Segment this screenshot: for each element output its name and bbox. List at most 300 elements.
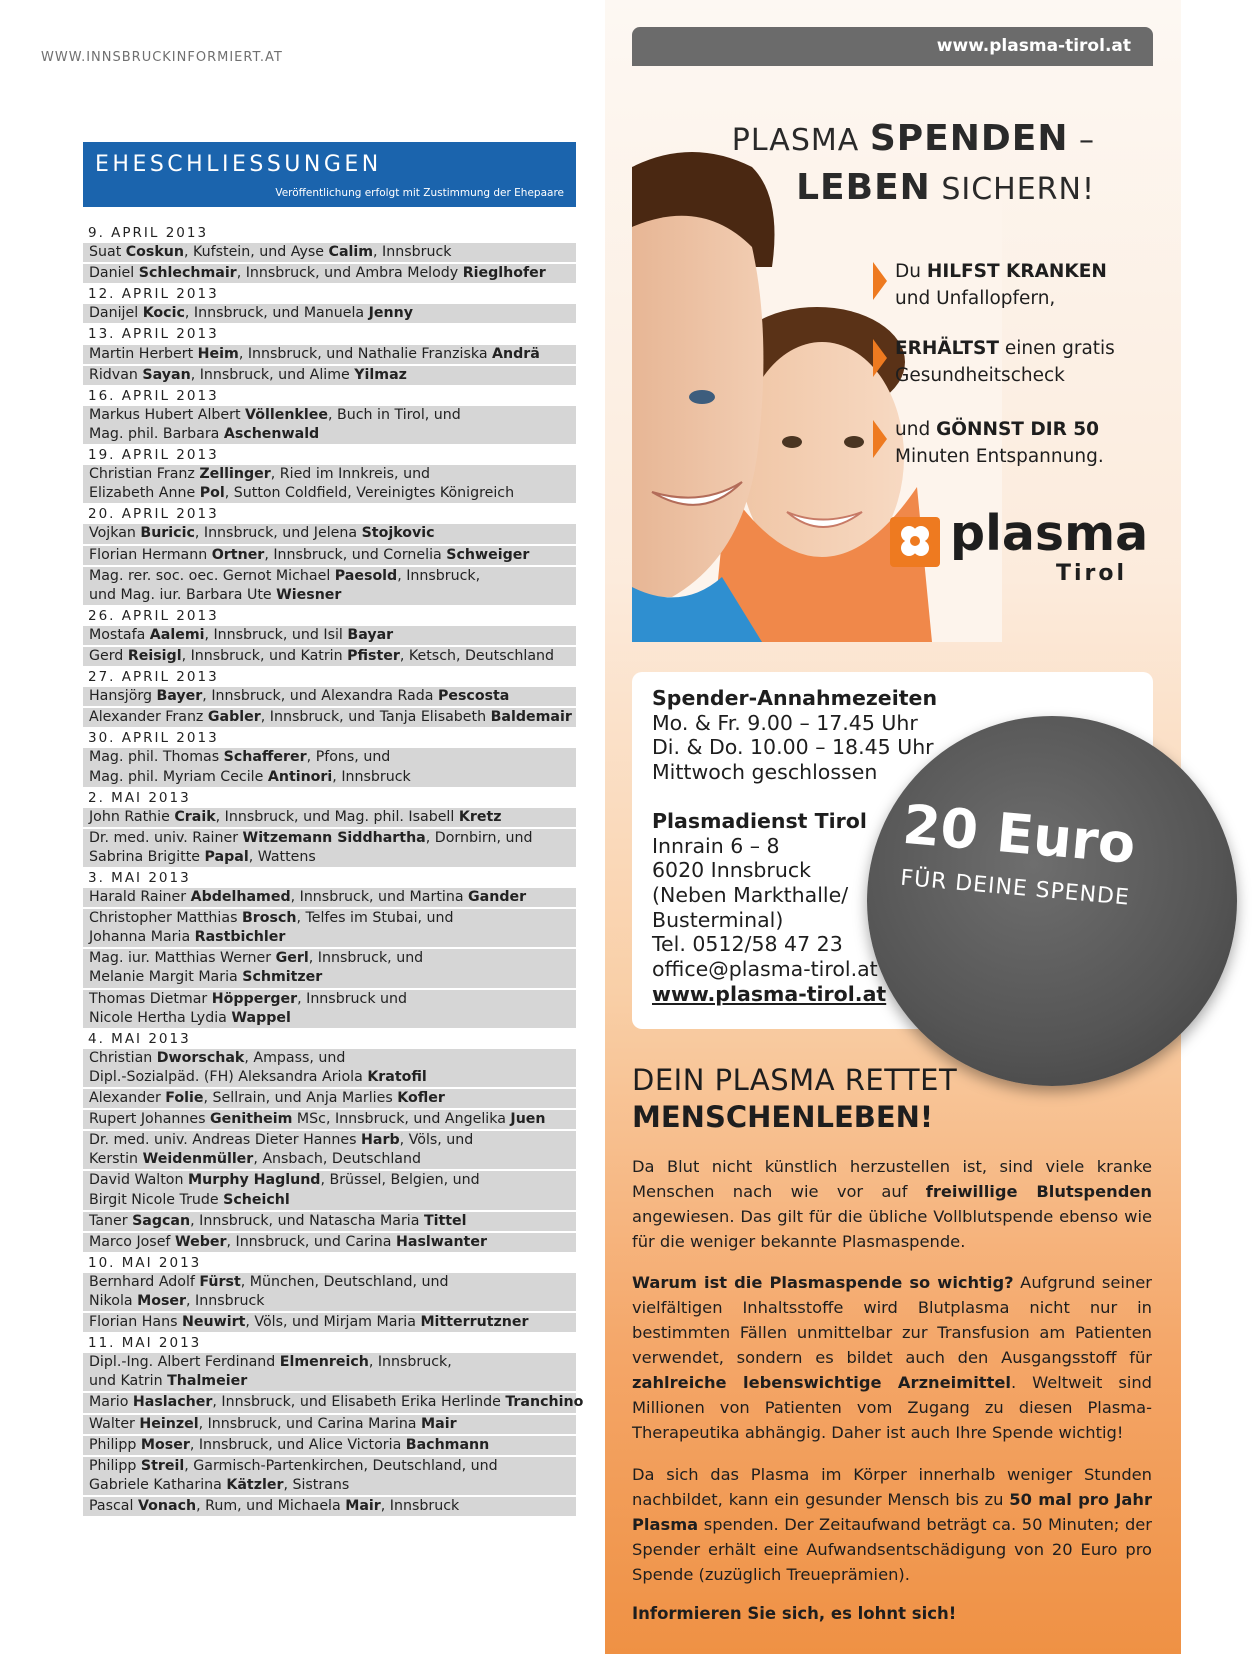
marriage-entry	[83, 1497, 576, 1516]
name-text: , Wattens	[248, 848, 316, 865]
address-line: Innrain 6 – 8	[652, 833, 780, 858]
name-text: MSc, Innsbruck, und Angelika	[292, 1111, 511, 1128]
name-text: Walter	[89, 1415, 140, 1432]
slogan-line-2: LEBEN SICHERN!	[796, 167, 1095, 208]
slogan-line-1: PLASMA SPENDEN –	[731, 118, 1095, 159]
marriage-entry	[83, 1436, 576, 1455]
marriage-entry	[83, 345, 576, 364]
entry-line	[89, 1372, 572, 1391]
surname: Kocic	[142, 305, 185, 322]
entry-line	[89, 1353, 572, 1372]
phone-number[interactable]: Tel. 0512/58 47 23	[652, 932, 843, 957]
entry-line	[89, 1292, 572, 1311]
entry-line	[89, 808, 572, 827]
name-text: Dipl.-Ing. Albert Ferdinand	[89, 1354, 280, 1371]
marriage-entry	[83, 1457, 576, 1495]
marriage-entry	[83, 1212, 576, 1231]
name-text: , Rum, und Michaela	[196, 1497, 346, 1514]
name-text: David Walton	[89, 1172, 188, 1189]
name-text: , Innsbruck, und Mag. phil. Isabell	[215, 808, 459, 825]
entry-line	[89, 264, 572, 283]
paragraph-text: Da Blut nicht künstlich herzustellen ist, sind viele kranke Menschen nach wie vor auf	[632, 1157, 1152, 1201]
name-text: John Rathie	[89, 808, 175, 825]
surname: Mair	[345, 1497, 381, 1514]
address-line: Busterminal)	[652, 907, 784, 932]
name-text: Mostafa	[89, 626, 150, 643]
entry-line	[89, 1212, 572, 1231]
name-text: Mag. phil. Thomas	[89, 749, 224, 766]
name-text: , Innsbruck, und Alime	[190, 366, 355, 383]
hours-line: Di. & Do. 10.00 – 18.45 Uhr	[652, 735, 934, 760]
date-heading: 13. APRIL 2013	[83, 325, 576, 344]
surname: Fürst	[199, 1273, 241, 1290]
name-text: Mag. phil. Barbara	[89, 425, 224, 442]
name-text: Dr. med. univ. Andreas Dieter Hannes	[89, 1132, 362, 1149]
surname: Völlenklee	[245, 406, 328, 423]
surname: Kofler	[397, 1090, 445, 1107]
name-text: Christopher Matthias	[89, 910, 242, 927]
entry-line	[89, 949, 572, 968]
name-text: Rupert Johannes	[89, 1111, 211, 1128]
name-text: Mag. iur. Matthias Werner	[89, 950, 276, 967]
name-text: , Innsbruck, und	[308, 950, 424, 967]
surname: Craik	[174, 808, 216, 825]
name-text: Mario	[89, 1394, 133, 1411]
paragraph-text: spenden. Der Zeitaufwand beträgt ca. 50 Minuten; der Spender erhält eine Aufwandsentschädigung von 20 Euro pro Spende (zuzüglich Treueprämien).	[632, 1515, 1152, 1584]
name-text: Sabrina Brigitte	[89, 848, 205, 865]
entry-line	[89, 1273, 572, 1292]
surname: Witzemann Siddhartha	[242, 829, 426, 846]
name-text: , Ampass, und	[244, 1049, 346, 1066]
name-text: Markus Hubert Albert	[89, 406, 246, 423]
marriage-entry	[83, 626, 576, 645]
surname: Reisigl	[127, 647, 182, 664]
surname: Murphy Haglund	[187, 1172, 321, 1189]
entry-line	[89, 687, 572, 706]
marriage-entry	[83, 546, 576, 565]
entry-line	[89, 546, 572, 565]
entry-line	[89, 524, 572, 543]
date-heading: 9. APRIL 2013	[83, 224, 576, 243]
date-heading: 16. APRIL 2013	[83, 387, 576, 406]
name-text: , Innsbruck, und Carina Marina	[198, 1415, 422, 1432]
entry-line	[89, 304, 572, 323]
emphasis-text: freiwillige Blutspenden	[925, 1182, 1152, 1201]
name-text: Harald Rainer	[89, 889, 191, 906]
name-text: , Innsbruck, und Tanja Elisabeth	[260, 709, 491, 726]
marriage-list	[83, 224, 584, 1518]
surname: Sagcan	[132, 1212, 191, 1229]
entry-line	[89, 406, 572, 425]
entry-line	[89, 909, 572, 928]
marriage-entry	[83, 748, 576, 786]
name-text: , Innsbruck, und Nathalie Franziska	[238, 345, 493, 362]
entry-line	[89, 1497, 572, 1516]
surname: Streil	[140, 1457, 185, 1474]
orange-arrow-icon	[873, 420, 887, 458]
name-text: Christian	[89, 1049, 157, 1066]
logo-wordmark: plasma	[950, 505, 1149, 562]
name-text: Dr. med. univ. Rainer	[89, 829, 243, 846]
hours-line: Mittwoch geschlossen	[652, 760, 878, 785]
marriage-entry	[83, 949, 576, 987]
marriage-entry	[83, 406, 576, 444]
surname: Aalemi	[149, 626, 205, 643]
entry-line	[89, 1009, 572, 1028]
entry-line	[89, 968, 572, 987]
surname: Vonach	[137, 1497, 197, 1514]
entry-line	[89, 1393, 584, 1412]
surname: Heinzel	[139, 1415, 199, 1432]
surname: Sayan	[142, 366, 191, 383]
name-text: Martin Herbert	[89, 345, 198, 362]
surname: Tranchino	[505, 1394, 584, 1411]
clover-icon	[890, 517, 940, 567]
date-heading: 11. MAI 2013	[83, 1334, 576, 1353]
surname: Gabler	[207, 709, 261, 726]
entry-line	[89, 1131, 572, 1150]
surname: Kätzler	[226, 1476, 284, 1493]
name-text: , Völs, und Mirjam Maria	[245, 1314, 421, 1331]
name-text: , Innsbruck,	[368, 1354, 452, 1371]
surname: Scheichl	[223, 1191, 290, 1208]
body-paragraph	[632, 1154, 1152, 1254]
name-text: Dipl.-Sozialpäd. (FH) Aleksandra Ariola	[89, 1068, 368, 1085]
name-text: Daniel	[89, 265, 139, 282]
emphasis-text: 50 mal pro Jahr Plasma	[632, 1490, 1153, 1534]
marriage-entry	[83, 808, 576, 827]
marriage-entry	[83, 990, 576, 1028]
address-heading: Plasmadienst Tirol	[652, 808, 867, 833]
marriage-entry	[83, 1415, 576, 1434]
surname: Coskun	[125, 244, 185, 261]
surname: Ortner	[211, 546, 265, 563]
marriage-entry	[83, 264, 576, 283]
marriage-entry	[83, 647, 576, 666]
name-text: und Mag. iur. Barbara Ute	[89, 586, 277, 603]
date-heading: 19. APRIL 2013	[83, 446, 576, 465]
entry-line	[89, 768, 572, 787]
name-text: , Innsbruck, und Elisabeth Erika Herlinde	[212, 1394, 506, 1411]
name-text: , Innsbruck	[186, 1292, 265, 1309]
name-text: , Innsbruck, und Cornelia	[264, 546, 447, 563]
name-text: , Ketsch, Deutschland	[399, 647, 555, 664]
name-text: Melanie Margit Maria	[89, 969, 243, 986]
paragraph-text: Da sich das Plasma im Körper innerhalb weniger Stunden nachbildet, kann ein gesunder Mensch bis zu	[632, 1465, 1152, 1509]
entry-line	[89, 1191, 572, 1210]
name-text: Suat	[89, 244, 126, 261]
entry-line	[89, 888, 572, 907]
marriage-entry	[83, 687, 576, 706]
surname: Stojkovic	[361, 525, 435, 542]
name-text: und Katrin	[89, 1373, 168, 1390]
ad-url-bar	[632, 27, 1153, 66]
surname: Juen	[510, 1111, 546, 1128]
surname: Mair	[421, 1415, 457, 1432]
name-text: , Innsbruck, und Carina	[226, 1233, 397, 1250]
marriage-entry	[83, 567, 576, 605]
section-title: EHESCHLIESSUNGEN	[95, 152, 382, 177]
benefit-1: Du HILFST KRANKEN und Unfallopfern,	[895, 258, 1155, 312]
surname: Moser	[140, 1436, 190, 1453]
entry-line	[89, 1068, 572, 1087]
surname: Tittel	[423, 1212, 467, 1229]
name-text: , Innsbruck	[332, 768, 411, 785]
surname: Calim	[328, 244, 374, 261]
entry-line	[89, 425, 572, 444]
surname: Genitheim	[210, 1111, 293, 1128]
website-link[interactable]: www.plasma-tirol.at	[652, 981, 887, 1006]
surname: Abdelhamed	[190, 889, 291, 906]
date-heading: 30. APRIL 2013	[83, 729, 576, 748]
entry-line	[89, 1457, 572, 1476]
entry-line	[89, 1150, 572, 1169]
orange-arrow-icon	[873, 339, 887, 377]
name-text: , Völs, und	[399, 1132, 474, 1149]
name-text: Philipp	[89, 1457, 141, 1474]
entry-line	[89, 465, 572, 484]
surname: Schafferer	[223, 749, 307, 766]
name-text: Christian Franz	[89, 466, 200, 483]
ad-url-link[interactable]: www.plasma-tirol.at	[936, 36, 1131, 56]
email-link[interactable]: office@plasma-tirol.at	[652, 957, 878, 982]
surname: Gerl	[275, 950, 309, 967]
name-text: , Telfes im Stubai, und	[296, 910, 454, 927]
entry-line	[89, 647, 572, 666]
name-text: Philipp	[89, 1436, 141, 1453]
name-text: , Dornbirn, und	[425, 829, 533, 846]
surname: Thalmeier	[167, 1373, 248, 1390]
surname: Schweiger	[446, 546, 530, 563]
surname: Baldemair	[490, 709, 572, 726]
surname: Pfister	[347, 647, 400, 664]
surname: Jenny	[368, 305, 413, 322]
surname: Yilmaz	[354, 366, 407, 383]
name-text: Florian Hermann	[89, 546, 212, 563]
surname: Bayer	[156, 688, 203, 705]
name-text: Danijel	[89, 305, 143, 322]
name-text: Nikola	[89, 1292, 138, 1309]
benefit-3: und GÖNNST DIR 50 Minuten Entspannung.	[895, 416, 1155, 470]
marriage-entry	[83, 1049, 576, 1087]
marriage-entry	[83, 708, 576, 727]
name-text: Mag. rer. soc. oec. Gernot Michael	[89, 567, 335, 584]
entry-line	[89, 243, 572, 262]
hours-line: Mo. & Fr. 9.00 – 17.45 Uhr	[652, 710, 918, 735]
marriage-entry	[83, 304, 576, 323]
name-text: , Innsbruck	[380, 1497, 460, 1514]
surname: Moser	[137, 1292, 187, 1309]
surname: Bachmann	[405, 1436, 490, 1453]
name-text: Pascal	[89, 1497, 138, 1514]
marriage-entry	[83, 1089, 576, 1108]
name-text: Johanna Maria	[89, 929, 195, 946]
name-text: , Innsbruck	[373, 244, 452, 261]
surname: Rastbichler	[194, 929, 286, 946]
site-url[interactable]: WWW.INNSBRUCKINFORMIERT.AT	[41, 50, 283, 65]
benefit-2: ERHÄLTST einen gratis Gesundheitscheck	[895, 335, 1155, 389]
body-paragraph	[632, 1270, 1152, 1445]
name-text: Marco Josef	[89, 1233, 175, 1250]
entry-line	[89, 829, 572, 848]
surname: Antinori	[267, 768, 333, 785]
date-heading: 20. APRIL 2013	[83, 505, 576, 524]
logo-subtitle: Tirol	[1056, 561, 1128, 586]
name-text: , Sistrans	[283, 1476, 350, 1493]
name-text: , Innsbruck, und Ambra Melody	[236, 265, 463, 282]
closing-line: Informieren Sie sich, es lohnt sich!	[632, 1604, 957, 1623]
section-subtitle: Veröffentlichung erfolgt mit Zustimmung der Ehepaare	[275, 187, 564, 199]
marriage-entry	[83, 1131, 576, 1169]
date-heading: 12. APRIL 2013	[83, 285, 576, 304]
entry-line	[89, 1089, 572, 1108]
marriage-entry	[83, 524, 576, 543]
name-text: , Brüssel, Belgien, und	[320, 1172, 480, 1189]
entry-line	[89, 748, 572, 767]
surname: Pol	[199, 485, 225, 502]
date-heading: 27. APRIL 2013	[83, 668, 576, 687]
entry-line	[89, 1171, 572, 1190]
name-text: Elizabeth Anne	[89, 485, 200, 502]
name-text: , Innsbruck, und Natascha Maria	[190, 1212, 424, 1229]
surname: Schlechmair	[138, 265, 237, 282]
surname: Haslwanter	[396, 1233, 487, 1250]
name-text: Nicole Hertha Lydia	[89, 1009, 232, 1026]
name-text: Florian Hans	[89, 1314, 183, 1331]
name-text: Birgit Nicole Trude	[89, 1191, 224, 1208]
badge-caption: FÜR DEINE SPENDE	[899, 865, 1131, 911]
name-text: , Innsbruck,	[397, 567, 481, 584]
name-text: , Innsbruck, und Alice Victoria	[189, 1436, 406, 1453]
name-text: Gabriele Katharina	[89, 1476, 227, 1493]
paragraph-text: Aufgrund seiner vielfältigen Inhaltsstoffe wird Blutplasma nicht nur in bestimmten Fällen unmittelbar zur Transfusion am Patienten verwendet, sondern es bildet auch den Ausgangsstoff für	[632, 1273, 1152, 1367]
surname: Haslacher	[132, 1394, 213, 1411]
entry-line	[89, 366, 572, 385]
name-text: Taner	[89, 1212, 133, 1229]
name-text: , Innsbruck, und Manuela	[184, 305, 369, 322]
name-text: Alexander	[89, 1090, 166, 1107]
surname: Heim	[197, 345, 239, 362]
marriage-entry	[83, 829, 576, 867]
plasma-tirol-logo	[890, 505, 1149, 589]
name-text: , Innsbruck, und Isil	[204, 626, 348, 643]
entry-line	[89, 626, 572, 645]
address-line: (Neben Markthalle/	[652, 882, 849, 907]
surname: Gander	[468, 889, 527, 906]
surname: Zellinger	[199, 466, 271, 483]
surname: Bayar	[347, 626, 394, 643]
name-text: Hansjörg	[89, 688, 157, 705]
surname: Höpperger	[211, 990, 298, 1007]
name-text: , Kufstein, und Ayse	[184, 244, 329, 261]
emphasis-text: zahlreiche lebenswichtige Arzneimittel	[632, 1373, 1011, 1392]
name-text: , Ried im Innkreis, und	[270, 466, 431, 483]
surname: Brosch	[241, 910, 297, 927]
entry-line	[89, 1476, 572, 1495]
date-heading: 3. MAI 2013	[83, 869, 576, 888]
date-heading: 2. MAI 2013	[83, 789, 576, 808]
entry-line	[89, 928, 572, 947]
marriage-entry	[83, 243, 576, 262]
name-text: , Buch in Tirol, und	[327, 406, 461, 423]
section-header	[83, 142, 576, 207]
surname: Papal	[204, 848, 249, 865]
name-text: , Innsbruck, und Jelena	[194, 525, 362, 542]
entry-line	[89, 586, 572, 605]
badge-amount: 20 Euro	[900, 792, 1138, 876]
entry-line	[89, 567, 572, 586]
surname: Kratofil	[367, 1068, 427, 1085]
surname: Weber	[174, 1233, 227, 1250]
name-text: Kerstin	[89, 1151, 143, 1168]
plasma-ad	[605, 0, 1181, 1654]
price-badge	[867, 716, 1237, 1086]
marriage-entry	[83, 1393, 584, 1412]
marriage-entry	[83, 1233, 576, 1252]
entry-line	[89, 1313, 572, 1332]
marriage-entry	[83, 1353, 576, 1391]
entry-line	[89, 990, 572, 1009]
surname: Harb	[361, 1132, 400, 1149]
entry-line	[89, 345, 572, 364]
rescue-heading-2: MENSCHENLEBEN!	[632, 1100, 934, 1134]
surname: Rieglhofer	[462, 265, 546, 282]
name-text: Alexander Franz	[89, 709, 208, 726]
date-heading: 4. MAI 2013	[83, 1030, 576, 1049]
name-text: , Innsbruck, und Katrin	[181, 647, 348, 664]
name-text: , Innsbruck, und Martina	[290, 889, 469, 906]
name-text: Ridvan	[89, 366, 143, 383]
entry-line	[89, 1110, 572, 1129]
surname: Buricic	[140, 525, 195, 542]
name-text: , Innsbruck und	[297, 990, 408, 1007]
marriage-entry	[83, 1273, 576, 1311]
name-text: Thomas Dietmar	[89, 990, 212, 1007]
name-text: , Sutton Coldfield, Vereinigtes Königreich	[224, 485, 515, 502]
entry-line	[89, 1049, 572, 1068]
surname: Aschenwald	[223, 425, 320, 442]
surname: Schmitzer	[242, 969, 323, 986]
surname: Mitterrutzner	[420, 1314, 529, 1331]
date-heading: 26. APRIL 2013	[83, 607, 576, 626]
surname: Kretz	[458, 808, 502, 825]
name-text: , Pfons, und	[306, 749, 391, 766]
surname: Weidenmüller	[142, 1151, 254, 1168]
name-text: , Innsbruck, und Alexandra Rada	[202, 688, 438, 705]
entry-line	[89, 848, 572, 867]
surname: Dworschak	[156, 1049, 245, 1066]
marriage-entry	[83, 1171, 576, 1209]
name-text: , München, Deutschland, und	[240, 1273, 449, 1290]
marriage-entry	[83, 888, 576, 907]
name-text: Gerd	[89, 647, 128, 664]
hours-heading: Spender-Annahmezeiten	[652, 686, 938, 710]
surname: Wappel	[231, 1009, 291, 1026]
entry-line	[89, 484, 572, 503]
name-text: , Sellrain, und Anja Marlies	[203, 1090, 398, 1107]
date-heading: 10. MAI 2013	[83, 1254, 576, 1273]
name-text: Vojkan	[89, 525, 141, 542]
marriage-entry	[83, 465, 576, 503]
rescue-heading-1: DEIN PLASMA RETTET	[632, 1063, 958, 1097]
surname: Paesold	[334, 567, 398, 584]
address-line: 6020 Innsbruck	[652, 858, 811, 883]
body-paragraph	[632, 1462, 1152, 1587]
paragraph-text: angewiesen. Das gilt für die übliche Vollblutspende ebenso wie für die weniger bekannte Plasmaspende.	[632, 1207, 1152, 1251]
entry-line	[89, 1233, 572, 1252]
marriage-entry	[83, 366, 576, 385]
marriage-entry	[83, 1110, 576, 1129]
